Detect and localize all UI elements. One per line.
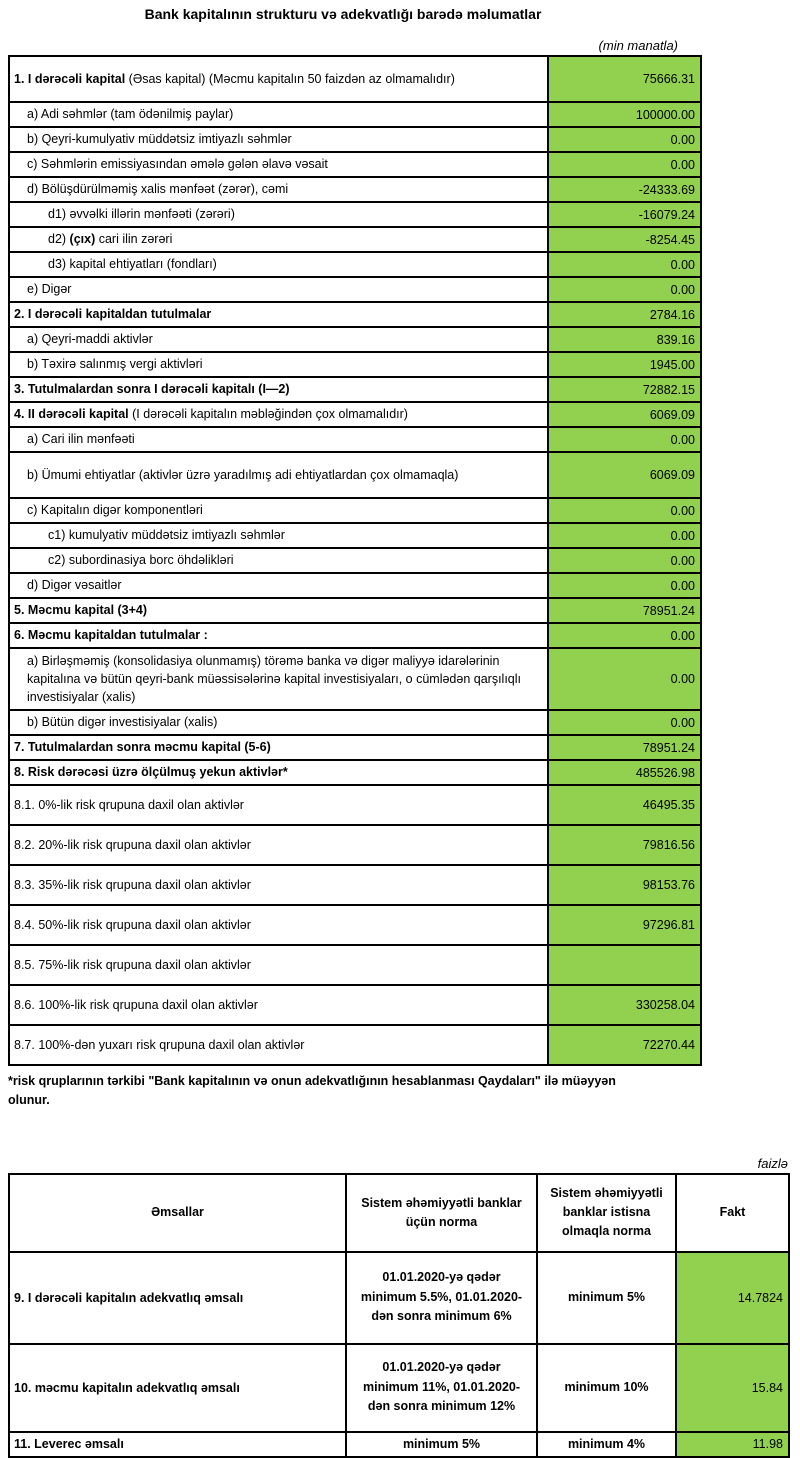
label-segment: a) Cari ilin mənfəəti bbox=[27, 432, 135, 447]
row-value: -16079.24 bbox=[548, 202, 701, 227]
ratio-row-total-adequacy bbox=[9, 1344, 789, 1432]
row-value: 2784.16 bbox=[548, 302, 701, 327]
ratio-table bbox=[8, 1173, 790, 1458]
capital-table-row bbox=[9, 227, 701, 252]
capital-table-row bbox=[9, 202, 701, 227]
row-value: 78951.24 bbox=[548, 598, 701, 623]
row-value: 78951.24 bbox=[548, 735, 701, 760]
row-value: 0.00 bbox=[548, 277, 701, 302]
label-segment: b) Təxirə salınmış vergi aktivləri bbox=[27, 357, 203, 372]
label-segment: d1) əvvəlki illərin mənfəəti (zərəri) bbox=[48, 207, 235, 222]
capital-table-row bbox=[9, 327, 701, 352]
label-segment: (çıx) bbox=[69, 232, 96, 247]
capital-table-row bbox=[9, 548, 701, 573]
row-value: 0.00 bbox=[548, 127, 701, 152]
capital-table-row bbox=[9, 945, 701, 985]
capital-table-row bbox=[9, 523, 701, 548]
row-label bbox=[9, 102, 548, 127]
row-value: 72270.44 bbox=[548, 1025, 701, 1065]
ratio-row-leverage bbox=[9, 1432, 789, 1457]
row-label bbox=[9, 865, 548, 905]
ratio-norma-sistem: 01.01.2020-yə qədər minimum 11%, 01.01.2020-dən sonra minimum 12% bbox=[346, 1344, 537, 1432]
capital-table-row bbox=[9, 152, 701, 177]
label-segment: 5. Məcmu kapital (3+4) bbox=[14, 603, 148, 618]
row-label bbox=[9, 710, 548, 735]
capital-table-row bbox=[9, 648, 701, 710]
label-segment: c2) subordinasiya borc öhdəlikləri bbox=[48, 553, 234, 568]
label-segment: 1. I dərəcəli kapital bbox=[14, 71, 129, 86]
row-value: 97296.81 bbox=[548, 905, 701, 945]
row-value: 98153.76 bbox=[548, 865, 701, 905]
row-label bbox=[9, 985, 548, 1025]
ratio-fakt-value: 11.98 bbox=[676, 1432, 789, 1457]
row-label bbox=[9, 452, 548, 498]
row-value: -8254.45 bbox=[548, 227, 701, 252]
capital-table bbox=[8, 55, 702, 1066]
label-segment: 8.5. 75%-lik risk qrupuna daxil olan aktivlər bbox=[14, 957, 251, 972]
ratio-norma-sistem: 01.01.2020-yə qədər minimum 5.5%, 01.01.2020-dən sonra minimum 6% bbox=[346, 1252, 537, 1344]
row-value: 6069.09 bbox=[548, 402, 701, 427]
row-value: 330258.04 bbox=[548, 985, 701, 1025]
unit-note-min-manatla: (min manatla) bbox=[598, 38, 678, 53]
label-segment: a) Qeyri-maddi aktivlər bbox=[27, 332, 153, 347]
row-value bbox=[548, 945, 701, 985]
row-value: -24333.69 bbox=[548, 177, 701, 202]
row-value: 6069.09 bbox=[548, 452, 701, 498]
capital-table-row bbox=[9, 452, 701, 498]
row-label bbox=[9, 905, 548, 945]
row-value: 839.16 bbox=[548, 327, 701, 352]
row-value: 485526.98 bbox=[548, 760, 701, 785]
label-segment: 8.7. 100%-dən yuxarı risk qrupuna daxil olan aktivlər bbox=[14, 1037, 305, 1052]
label-segment: 8.3. 35%-lik risk qrupuna daxil olan aktivlər bbox=[14, 877, 251, 892]
row-value: 72882.15 bbox=[548, 377, 701, 402]
ratio-row-label: 10. məcmu kapitalın adekvatlıq əmsalı bbox=[9, 1344, 346, 1432]
capital-table-row bbox=[9, 102, 701, 127]
capital-table-row bbox=[9, 573, 701, 598]
ratio-row-label: 11. Leverec əmsalı bbox=[9, 1432, 346, 1457]
capital-table-row bbox=[9, 905, 701, 945]
row-label bbox=[9, 498, 548, 523]
capital-table-row bbox=[9, 302, 701, 327]
row-label bbox=[9, 573, 548, 598]
label-segment: 3. Tutulmalardan sonra I dərəcəli kapitalı (I—2) bbox=[14, 382, 290, 397]
capital-table-row bbox=[9, 865, 701, 905]
row-label bbox=[9, 1025, 548, 1065]
row-label bbox=[9, 352, 548, 377]
capital-table-row bbox=[9, 56, 701, 102]
row-value: 1945.00 bbox=[548, 352, 701, 377]
ratio-row-label: 9. I dərəcəli kapitalın adekvatlıq əmsalı bbox=[9, 1252, 346, 1344]
label-segment: cari ilin zərəri bbox=[95, 232, 173, 247]
label-segment: b) Ümumi ehtiyatlar (aktivlər üzrə yaradılmış adi ehtiyatlardan çox olmamaqla) bbox=[27, 467, 459, 482]
row-label bbox=[9, 152, 548, 177]
unit-note-faizle: faizlə bbox=[757, 1155, 788, 1171]
capital-table-row bbox=[9, 985, 701, 1025]
row-label bbox=[9, 623, 548, 648]
row-label bbox=[9, 327, 548, 352]
row-label bbox=[9, 277, 548, 302]
label-segment: e) Digər bbox=[27, 282, 72, 297]
label-segment: 8. Risk dərəcəsi üzrə ölçülmuş yekun aktivlər* bbox=[14, 765, 288, 780]
capital-table-row bbox=[9, 735, 701, 760]
row-value: 46495.35 bbox=[548, 785, 701, 825]
ratio-fakt-value: 15.84 bbox=[676, 1344, 789, 1432]
ratio-header-row bbox=[9, 1174, 789, 1252]
row-value: 79816.56 bbox=[548, 825, 701, 865]
capital-table-row bbox=[9, 710, 701, 735]
row-value: 0.00 bbox=[548, 523, 701, 548]
row-label bbox=[9, 402, 548, 427]
row-label bbox=[9, 177, 548, 202]
row-label bbox=[9, 202, 548, 227]
label-segment: c) Səhmlərin emissiyasından əmələ gələn əlavə vəsait bbox=[27, 157, 328, 172]
label-segment: a) Birləşməmiş (konsolidasiya olunmamış) törəmə banka və digər maliyyə idarələrinin kapitalına və bütün qeyri-bank müəssisələrinə kapital investisiyaları, o cümlədən qarşılıqlı investisiyalar (xalis) bbox=[27, 653, 522, 705]
label-segment: d2) bbox=[48, 232, 70, 247]
ratio-header-norma-istisna: Sistem əhəmiyyətli banklar istisna olmaqla norma bbox=[537, 1174, 676, 1252]
capital-table-row bbox=[9, 498, 701, 523]
ratio-norma-istisna: minimum 10% bbox=[537, 1344, 676, 1432]
capital-table-row bbox=[9, 427, 701, 452]
capital-table-row bbox=[9, 760, 701, 785]
label-segment: 7. Tutulmalardan sonra məcmu kapital (5-6) bbox=[14, 740, 271, 755]
ratio-norma-istisna: minimum 5% bbox=[537, 1252, 676, 1344]
row-label bbox=[9, 302, 548, 327]
row-label bbox=[9, 785, 548, 825]
row-value: 0.00 bbox=[548, 252, 701, 277]
row-label bbox=[9, 427, 548, 452]
row-value: 0.00 bbox=[548, 427, 701, 452]
label-segment: (Əsas kapital) (Məcmu kapitalın 50 faizdən az olmamalıdır) bbox=[128, 71, 455, 86]
capital-table-row bbox=[9, 252, 701, 277]
label-segment: b) Bütün digər investisiyalar (xalis) bbox=[27, 715, 218, 730]
label-segment: d) Bölüşdürülməmiş xalis mənfəət (zərər), cəmi bbox=[27, 182, 289, 197]
label-segment: a) Adi səhmlər (tam ödənilmiş paylar) bbox=[27, 107, 234, 122]
label-segment: 8.2. 20%-lik risk qrupuna daxil olan aktivlər bbox=[14, 837, 251, 852]
capital-table-row bbox=[9, 825, 701, 865]
row-value: 0.00 bbox=[548, 498, 701, 523]
capital-table-row bbox=[9, 177, 701, 202]
footnote: *risk qruplarının tərkibi "Bank kapitalının və onun adekvatlığının hesablanması Qaydaları" ilə müəyyən olunur. bbox=[8, 1074, 616, 1107]
row-value: 0.00 bbox=[548, 648, 701, 710]
row-value: 75666.31 bbox=[548, 56, 701, 102]
ratio-header-fakt: Fakt bbox=[676, 1174, 789, 1252]
row-label bbox=[9, 252, 548, 277]
row-value: 0.00 bbox=[548, 623, 701, 648]
capital-table-row bbox=[9, 598, 701, 623]
label-segment: c1) kumulyativ müddətsiz imtiyazlı səhmlər bbox=[48, 528, 285, 543]
label-segment: 4. II dərəcəli kapital bbox=[14, 407, 133, 422]
label-segment: 6. Məcmu kapitaldan tutulmalar : bbox=[14, 628, 208, 643]
label-segment: 8.6. 100%-lik risk qrupuna daxil olan aktivlər bbox=[14, 997, 258, 1012]
capital-table-row bbox=[9, 1025, 701, 1065]
row-label bbox=[9, 227, 548, 252]
ratio-norma-istisna: minimum 4% bbox=[537, 1432, 676, 1457]
row-value: 0.00 bbox=[548, 710, 701, 735]
row-label bbox=[9, 523, 548, 548]
capital-table-row bbox=[9, 785, 701, 825]
label-segment: 8.4. 50%-lik risk qrupuna daxil olan aktivlər bbox=[14, 917, 251, 932]
row-label bbox=[9, 735, 548, 760]
label-segment: b) Qeyri-kumulyativ müddətsiz imtiyazlı səhmlər bbox=[27, 132, 292, 147]
label-segment: c) Kapitalın digər komponentləri bbox=[27, 503, 203, 518]
row-label bbox=[9, 548, 548, 573]
label-segment: 8.1. 0%-lik risk qrupuna daxil olan aktivlər bbox=[14, 797, 244, 812]
label-segment: d) Digər vəsaitlər bbox=[27, 578, 122, 593]
capital-table-row bbox=[9, 352, 701, 377]
ratio-header-emsallar: Əmsallar bbox=[9, 1174, 346, 1252]
page-title: Bank kapitalının strukturu və adekvatlığı barədə məlumatlar bbox=[144, 6, 542, 22]
row-label bbox=[9, 648, 548, 710]
capital-table-row bbox=[9, 127, 701, 152]
label-segment: 2. I dərəcəli kapitaldan tutulmalar bbox=[14, 307, 212, 322]
ratio-fakt-value: 14.7824 bbox=[676, 1252, 789, 1344]
row-value: 100000.00 bbox=[548, 102, 701, 127]
capital-table-row bbox=[9, 377, 701, 402]
ratio-norma-sistem: minimum 5% bbox=[346, 1432, 537, 1457]
row-label bbox=[9, 760, 548, 785]
row-label bbox=[9, 945, 548, 985]
row-label bbox=[9, 825, 548, 865]
capital-table-row bbox=[9, 623, 701, 648]
capital-table-row bbox=[9, 277, 701, 302]
capital-table-row bbox=[9, 402, 701, 427]
row-label bbox=[9, 377, 548, 402]
row-value: 0.00 bbox=[548, 152, 701, 177]
row-label bbox=[9, 127, 548, 152]
ratio-row-tier1-adequacy bbox=[9, 1252, 789, 1344]
label-segment: d3) kapital ehtiyatları (fondları) bbox=[48, 257, 217, 272]
row-value: 0.00 bbox=[548, 573, 701, 598]
row-value: 0.00 bbox=[548, 548, 701, 573]
row-label bbox=[9, 56, 548, 102]
label-segment: (I dərəcəli kapitalın məbləğindən çox olmamalıdır) bbox=[132, 407, 408, 422]
row-label bbox=[9, 598, 548, 623]
ratio-header-norma-sistem: Sistem əhəmiyyətli banklar üçün norma bbox=[346, 1174, 537, 1252]
